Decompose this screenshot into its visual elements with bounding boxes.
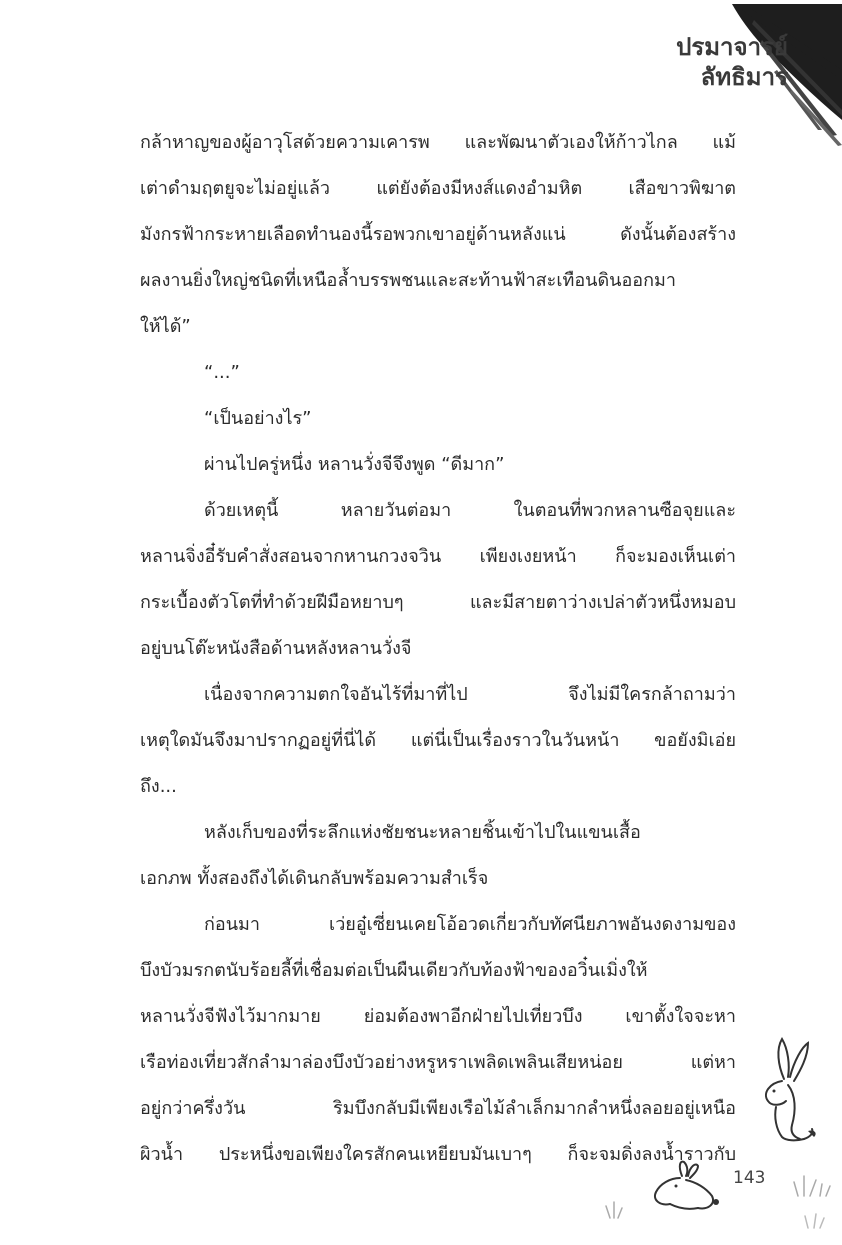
text-line: ผลงานยิ่งใหญ่ชนิดที่เหนือล้ำบรรพชนและสะท้านฟ้าสะเทือนดินออกมา xyxy=(140,270,676,291)
text-line: เต่าดำมฤตยูจะไม่อยู่แล้ว แต่ยังต้องมีหงส์แดงอำมหิต เสือขาวพิฆาต xyxy=(140,178,736,199)
text-line: หลานจิ่งอี๋รับคำสั่งสอนจากหานกวงจวิน เพียงเงยหน้า ก็จะมองเห็นเต่า xyxy=(140,546,736,567)
text-line: อยู่บนโต๊ะหนังสือด้านหลังหลานวั่งจี xyxy=(140,638,412,659)
book-title xyxy=(618,32,788,92)
text-line: ด้วยเหตุนี้ หลายวันต่อมา ในตอนที่พวกหลานซือจุยและ xyxy=(204,500,736,521)
text-line: กระเบื้องตัวโตที่ทำด้วยฝีมือหยาบๆ และมีสายตาว่างเปล่าตัวหนึ่งหมอบ xyxy=(140,592,736,613)
text-line: “...” xyxy=(204,362,240,383)
text-line: ผ่านไปครู่หนึ่ง หลานวั่งจีจึงพูด “ดีมาก” xyxy=(204,454,505,475)
book-title-line-2: ลัทธิมาร xyxy=(700,63,788,91)
text-line: เอกภพ ทั้งสองถึงได้เดินกลับพร้อมความสำเร็จ xyxy=(140,868,489,889)
grass-tuft-icon xyxy=(790,1160,835,1200)
page-number: 143 xyxy=(733,1168,766,1188)
text-line: ก่อนมา เว่ยอู๋เซี่ยนเคยโอ้อวดเกี่ยวกับทัศนียภาพอันงดงามของ xyxy=(204,914,736,935)
text-line: เรือท่องเที่ยวสักลำมาล่องบึงบัวอย่างหรูหราเพลิดเพลินเสียหน่อย แต่หา xyxy=(140,1052,736,1073)
text-line: ถึง... xyxy=(140,776,177,797)
text-line: “เป็นอย่างไร” xyxy=(204,408,312,429)
sitting-rabbit-icon xyxy=(752,1035,832,1145)
text-line: หลานวั่งจีฟังไว้มากมาย ย่อมต้องพาอีกฝ่ายไปเที่ยวบึง เขาตั้งใจจะหา xyxy=(140,1006,736,1027)
text-line: อยู่กว่าครึ่งวัน ริมบึงกลับมีเพียงเรือไม้ลำเล็กมากลำหนึ่งลอยอยู่เหนือ xyxy=(140,1098,736,1119)
page-body xyxy=(140,120,736,1178)
text-line: บึงบัวมรกตนับร้อยลี้ที่เชื่อมต่อเป็นผืนเดียวกับท้องฟ้าของอวิ๋นเมิ่งให้ xyxy=(140,960,648,981)
text-line: ผิวน้ำ ประหนึ่งขอเพียงใครสักคนเหยียบมันเบาๆ ก็จะจมดิ่งลงน้ำราวกับ xyxy=(140,1144,736,1165)
book-title-line-1: ปรมาจารย์ xyxy=(676,33,788,61)
text-line: กล้าหาญของผู้อาวุโสด้วยความเคารพ และพัฒนาตัวเองให้ก้าวไกล แม้ xyxy=(140,132,736,153)
text-line: ให้ได้” xyxy=(140,316,191,337)
running-rabbit-icon xyxy=(646,1158,726,1218)
grass-tuft-icon xyxy=(800,1200,830,1230)
grass-tuft-icon xyxy=(600,1190,640,1220)
text-line: หลังเก็บของที่ระลึกแห่งชัยชนะหลายชิ้นเข้าไปในแขนเสื้อ xyxy=(204,822,641,843)
text-line: มังกรฟ้ากระหายเลือดทำนองนี้รอพวกเขาอยู่ด้านหลังแน่ ดังนั้นต้องสร้าง xyxy=(140,224,736,245)
text-line: เนื่องจากความตกใจอันไร้ที่มาที่ไป จึงไม่มีใครกล้าถามว่า xyxy=(204,684,736,705)
text-line: เหตุใดมันจึงมาปรากฏอยู่ที่นี่ได้ แต่นี่เป็นเรื่องราวในวันหน้า ขอยังมิเอ่ย xyxy=(140,730,736,751)
